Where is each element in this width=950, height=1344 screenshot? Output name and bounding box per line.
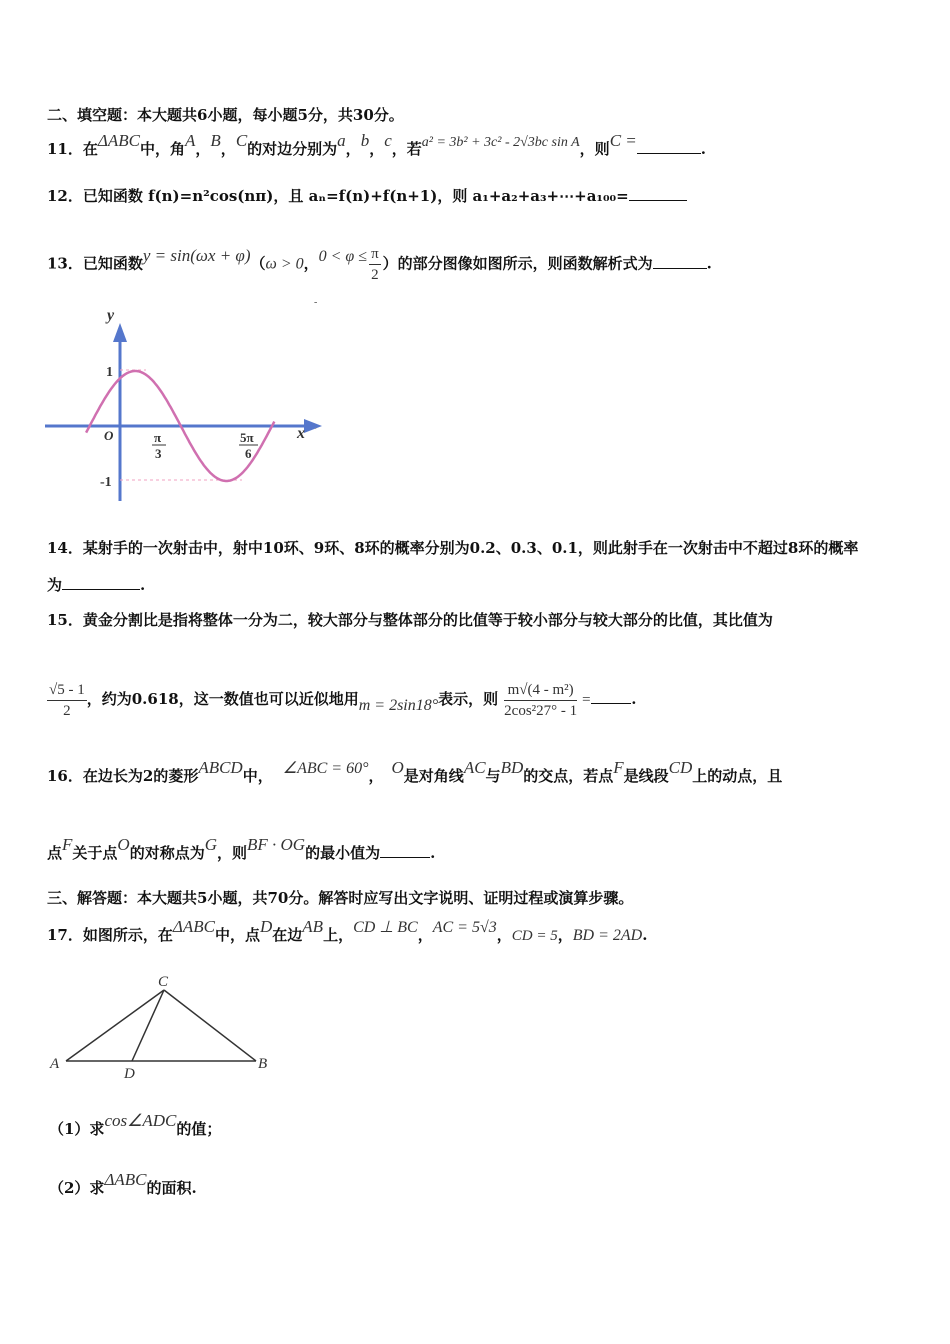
vertex-c-label: C <box>158 974 169 990</box>
q17-sub1-label: （1）求 <box>49 1120 105 1138</box>
q15-m-equation: m = 2sin18° <box>358 697 439 714</box>
q17-sub-2 <box>49 1170 197 1199</box>
question-13 <box>47 244 712 285</box>
q13-text-4: ）的部分图像如图所示，则函数解析式为 <box>382 254 653 273</box>
q17-sub2-label: （2）求 <box>49 1179 105 1197</box>
question-16-line-1 <box>47 758 783 788</box>
segment-cd <box>132 990 164 1061</box>
q13-pi-over-2: $\frac{\pi}{2}$ <box>371 246 379 283</box>
stray-dot: · <box>314 424 318 435</box>
x-tick-5pi-over-6: 5π <box>240 430 254 445</box>
q16-point-o: O <box>391 758 404 777</box>
question-14-line-1 <box>47 537 858 559</box>
q13-text: 已知函数 <box>82 254 143 273</box>
q11-end: . <box>700 140 706 158</box>
q12-answer-blank[interactable] <box>629 186 687 201</box>
q17-cond-3: CD = 5 <box>511 928 558 944</box>
q17-cond-2: AC = 5√3 <box>432 919 497 936</box>
q16-number: 16． <box>47 767 83 785</box>
q15-big-fraction: $\frac{\text{m√(4 - m²)}}{\text{2cos²27° - 1}}$ <box>504 681 578 719</box>
y-axis-arrow <box>113 323 127 342</box>
q16-ac: AC <box>463 758 486 777</box>
q13-end: . <box>706 254 712 273</box>
q17-number: 17． <box>47 926 83 944</box>
origin-label: O <box>104 428 114 443</box>
q11-angle-b: B <box>210 131 221 150</box>
q16-text-5: 与 <box>485 767 501 785</box>
q16-line2-text-4: ，则 <box>217 844 248 862</box>
x-axis-label: x <box>297 425 305 442</box>
q16-line2-text-3: 的对称点为 <box>129 844 205 862</box>
question-17 <box>47 917 648 947</box>
q17-text-3: 在边 <box>272 926 303 944</box>
question-16-line-2 <box>47 835 436 864</box>
q13-text-2: （ <box>250 254 266 273</box>
q17-cond-4: BD = 2AD <box>572 927 643 944</box>
q15-text: 黄金分割比是指将整体一分为二，较大部分与整体部分的比值等于较小部分与较大部分的比值，其比值为 <box>82 611 773 629</box>
q16-rhombus: ABCD <box>198 758 243 777</box>
q13-function: y = sin(ωx + φ) <box>142 245 251 265</box>
q11-angle-c: C <box>235 131 248 150</box>
q17-text-6: ， <box>496 926 512 944</box>
sine-graph <box>42 296 327 506</box>
q17-text-2: 中，点 <box>214 926 260 944</box>
q15-text-3: 表示，则 <box>438 690 499 708</box>
q13-text-3: ， <box>303 254 319 273</box>
q15-end: . <box>631 690 637 708</box>
q17-point-d: D <box>260 917 273 936</box>
q16-cd: CD <box>668 758 693 777</box>
question-14-line-2 <box>47 574 145 596</box>
q16-text-6: 的交点，若点 <box>523 767 614 785</box>
q15-text-2: ，约为0.618，这一数值也可以近似地用 <box>86 690 359 708</box>
q17-text: 如图所示，在 <box>82 926 173 944</box>
x-tick-pi-over-3: π <box>154 430 162 445</box>
q11-text-5: ，则 <box>579 140 610 158</box>
side-bc <box>164 990 256 1061</box>
y-tick-1: 1 <box>106 365 113 380</box>
q16-answer-blank[interactable] <box>380 843 430 858</box>
q16-point-g: G <box>204 835 217 854</box>
q16-text-3: ， <box>368 767 384 785</box>
q14-end: . <box>140 576 146 594</box>
q11-ask: C = <box>609 131 637 150</box>
question-15-line-1 <box>47 609 773 631</box>
question-11: 11．在ΔABC中，角A，B，C的对边分别为a，b，c，若a² = 3b² + 3c² - 2√3bc sin A，则C = . <box>47 131 706 158</box>
q16-end: . <box>430 844 436 862</box>
q13-phi-condition: 0 < φ ≤ <box>318 247 368 265</box>
q17-sub1-expression: cos∠ADC <box>104 1111 177 1130</box>
q15-golden-fraction: $\frac{√5 - 1}{2}$ <box>49 681 85 719</box>
q16-text: 在边长为2的菱形 <box>82 767 199 785</box>
q16-text-2: 中， <box>242 767 273 785</box>
q11-answer-blank[interactable] <box>637 139 701 154</box>
q16-line2-text-2: 关于点 <box>72 844 118 862</box>
y-axis-label: y <box>107 307 115 324</box>
q16-bd: BD <box>500 758 524 777</box>
section-2-header: 二、填空题：本大题共6小题，每小题5分，共30分。 <box>47 106 404 124</box>
q16-text-7: 是线段 <box>623 767 669 785</box>
q17-sub-1 <box>49 1111 222 1140</box>
q17-sub1-end: 的值； <box>176 1120 222 1138</box>
q13-number: 13． <box>47 254 83 273</box>
q17-text-5: ， <box>417 926 433 944</box>
q12-number: 12． <box>47 187 83 205</box>
q15-number: 15． <box>47 611 83 629</box>
q17-triangle: ΔABC <box>172 917 215 936</box>
q11-angle-a: A <box>185 131 196 150</box>
q16-point-o-2: O <box>117 835 130 854</box>
q16-text-8: 上的动点，且 <box>692 767 783 785</box>
q17-end: . <box>642 926 648 944</box>
q11-triangle: ΔABC <box>97 131 140 150</box>
point-d-label: D <box>124 1066 135 1082</box>
q16-line2-text-5: 的最小值为 <box>305 844 381 862</box>
q16-point-f-2: F <box>62 835 73 854</box>
q16-dot-product: BF · OG <box>247 835 306 854</box>
x-tick-5pi-over-6-den: 6 <box>245 446 252 461</box>
q11-text-2: 中，角 <box>139 140 185 158</box>
q17-text-4: 上， <box>323 926 354 944</box>
x-tick-pi-over-3-den: 3 <box>155 446 162 461</box>
q17-ab: AB <box>302 917 324 936</box>
q11-text-3: 的对边分别为 <box>247 140 338 158</box>
q14-text: 某射手的一次射击中，射中10环、9环、8环的概率分别为0.2、0.3、0.1，则此射手在一次射击中不超过8环的概率 <box>82 539 859 557</box>
q15-equals: = <box>581 692 592 708</box>
y-tick-neg-1: -1 <box>100 475 112 490</box>
q12-text: 已知函数 f(n)=n²cos(nπ)，且 aₙ=f(n)+f(n+1)，则 a₁+a₂+a₃+⋯+a₁₀₀= <box>82 187 629 205</box>
q13-omega-condition: ω > 0 <box>265 255 304 273</box>
q16-text-4: 是对角线 <box>403 767 464 785</box>
vertex-b-label: B <box>258 1056 268 1072</box>
vertex-a-label: A <box>50 1056 60 1072</box>
q14-number: 14． <box>47 539 83 557</box>
q11-condition: a² = 3b² + 3c² - 2√3bc sin A <box>421 135 580 150</box>
q17-text-7: ， <box>557 926 573 944</box>
q11-number: 11． <box>47 140 83 158</box>
q16-line2-text: 点 <box>47 844 63 862</box>
q11-text: 在 <box>82 140 98 158</box>
q16-angle: ∠ABC = 60° <box>282 760 369 777</box>
q11-side-a: a <box>337 131 346 150</box>
q13-answer-blank[interactable] <box>653 254 707 269</box>
q11-side-c: c <box>384 131 392 150</box>
q14-text-2: 为 <box>47 576 63 594</box>
q17-cond-1: CD ⊥ BC <box>353 919 418 936</box>
q17-sub2-end: 的面积. <box>146 1179 197 1197</box>
q15-answer-blank[interactable] <box>591 689 631 704</box>
q14-answer-blank[interactable] <box>62 575 140 590</box>
side-ac <box>66 990 164 1061</box>
q11-side-b: b <box>360 131 370 150</box>
question-12 <box>47 185 687 207</box>
q17-sub2-expression: ΔABC <box>104 1170 147 1189</box>
q11-text-4: ，若 <box>391 140 422 158</box>
question-15-line-2 <box>47 676 637 723</box>
stray-mark: - <box>314 297 318 308</box>
q16-point-f: F <box>613 758 624 777</box>
section-3-header: 三、解答题：本大题共5小题，共70分。解答时应写出文字说明、证明过程或演算步骤。 <box>47 889 634 907</box>
triangle-figure <box>44 970 280 1082</box>
x-axis-arrow <box>304 419 322 433</box>
